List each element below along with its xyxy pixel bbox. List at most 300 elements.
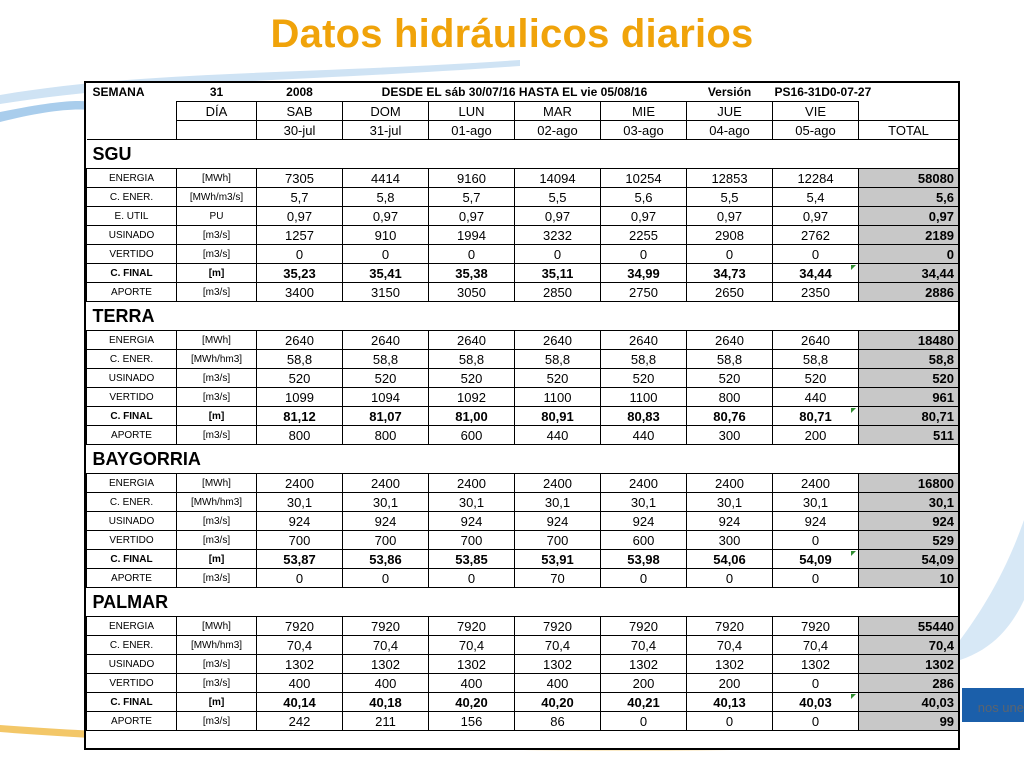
value-cell: 440 — [515, 426, 601, 445]
value-cell: 1099 — [257, 388, 343, 407]
row-label: USINADO — [87, 655, 177, 674]
total-cell: 520 — [859, 369, 959, 388]
value-cell: 34,73 — [687, 264, 773, 283]
table-row — [87, 245, 959, 264]
value-cell: 5,6 — [601, 188, 687, 207]
row-label: E. UTIL — [87, 207, 177, 226]
section-title: PALMAR — [87, 588, 959, 617]
row-unit: [m3/s] — [177, 245, 257, 264]
day-date: 31-jul — [343, 121, 429, 140]
value-cell: 2750 — [601, 283, 687, 302]
row-unit: [m3/s] — [177, 531, 257, 550]
row-unit: [MWh] — [177, 169, 257, 188]
value-cell: 30,1 — [687, 493, 773, 512]
value-cell: 53,98 — [601, 550, 687, 569]
blank-cell — [87, 102, 177, 121]
day-name: JUE — [687, 102, 773, 121]
value-cell: 1302 — [601, 655, 687, 674]
row-label: APORTE — [87, 426, 177, 445]
section-title: SGU — [87, 140, 959, 169]
value-cell: 0 — [601, 245, 687, 264]
value-cell: 0 — [773, 531, 859, 550]
row-unit: [m3/s] — [177, 226, 257, 245]
value-cell: 7920 — [601, 617, 687, 636]
value-cell: 70,4 — [515, 636, 601, 655]
row-label: VERTIDO — [87, 674, 177, 693]
row-label: APORTE — [87, 569, 177, 588]
value-cell: 81,07 — [343, 407, 429, 426]
value-cell: 70,4 — [687, 636, 773, 655]
row-unit: [MWh] — [177, 474, 257, 493]
value-cell: 0,97 — [687, 207, 773, 226]
value-cell: 0 — [343, 569, 429, 588]
value-cell: 4414 — [343, 169, 429, 188]
value-cell: 400 — [257, 674, 343, 693]
value-cell: 70,4 — [601, 636, 687, 655]
table-row — [87, 369, 959, 388]
row-label: ENERGIA — [87, 169, 177, 188]
value-cell: 200 — [687, 674, 773, 693]
row-label: C. FINAL — [87, 693, 177, 712]
row-unit: PU — [177, 207, 257, 226]
value-cell: 800 — [343, 426, 429, 445]
value-cell: 5,7 — [257, 188, 343, 207]
value-cell: 600 — [601, 531, 687, 550]
table-row — [87, 264, 959, 283]
value-cell: 80,83 — [601, 407, 687, 426]
value-cell: 70,4 — [773, 636, 859, 655]
value-cell: 1094 — [343, 388, 429, 407]
value-cell: 40,20 — [515, 693, 601, 712]
total-cell: 80,71 — [859, 407, 959, 426]
value-cell: 7920 — [773, 617, 859, 636]
value-cell: 9160 — [429, 169, 515, 188]
value-cell: 400 — [429, 674, 515, 693]
total-cell: 54,09 — [859, 550, 959, 569]
value-cell: 0 — [687, 245, 773, 264]
total-cell: 34,44 — [859, 264, 959, 283]
value-cell: 2650 — [687, 283, 773, 302]
value-cell: 30,1 — [773, 493, 859, 512]
value-cell: 0 — [773, 245, 859, 264]
value-cell: 0 — [773, 712, 859, 731]
value-cell: 520 — [687, 369, 773, 388]
value-cell: 1302 — [773, 655, 859, 674]
value-cell: 54,06 — [687, 550, 773, 569]
total-cell: 0,97 — [859, 207, 959, 226]
day-label: DÍA — [177, 102, 257, 121]
row-label: C. FINAL — [87, 550, 177, 569]
value-cell: 7920 — [257, 617, 343, 636]
total-cell: 961 — [859, 388, 959, 407]
row-unit: [m3/s] — [177, 426, 257, 445]
day-date: 05-ago — [773, 121, 859, 140]
value-cell: 0 — [773, 674, 859, 693]
value-cell: 0 — [343, 245, 429, 264]
day-name: LUN — [429, 102, 515, 121]
value-cell: 35,38 — [429, 264, 515, 283]
value-cell: 86 — [515, 712, 601, 731]
value-cell: 2640 — [687, 331, 773, 350]
table-row — [87, 283, 959, 302]
value-cell: 2640 — [601, 331, 687, 350]
value-cell: 7305 — [257, 169, 343, 188]
value-cell: 2400 — [343, 474, 429, 493]
value-cell: 700 — [429, 531, 515, 550]
value-cell: 520 — [515, 369, 601, 388]
value-cell: 34,99 — [601, 264, 687, 283]
day-name-row — [87, 102, 959, 121]
table-row — [87, 569, 959, 588]
value-cell: 2400 — [687, 474, 773, 493]
value-cell: 30,1 — [515, 493, 601, 512]
value-cell: 200 — [601, 674, 687, 693]
table-row — [87, 512, 959, 531]
value-cell: 30,1 — [429, 493, 515, 512]
value-cell: 800 — [687, 388, 773, 407]
value-cell: 7920 — [343, 617, 429, 636]
value-cell: 40,20 — [429, 693, 515, 712]
total-cell: 2886 — [859, 283, 959, 302]
value-cell: 30,1 — [343, 493, 429, 512]
value-cell: 2762 — [773, 226, 859, 245]
day-name: MAR — [515, 102, 601, 121]
version-code: PS16-31D0-07-27 — [774, 84, 872, 99]
row-unit: [MWh] — [177, 331, 257, 350]
value-cell: 1092 — [429, 388, 515, 407]
row-unit: [MWh] — [177, 617, 257, 636]
day-date: 30-jul — [257, 121, 343, 140]
background-swoosh — [960, 520, 1024, 660]
table-row — [87, 474, 959, 493]
value-cell: 12853 — [687, 169, 773, 188]
section-header-row — [87, 588, 959, 617]
blank-cell — [859, 102, 959, 121]
value-cell: 30,1 — [601, 493, 687, 512]
table-row — [87, 207, 959, 226]
value-cell: 700 — [257, 531, 343, 550]
row-unit: [m3/s] — [177, 674, 257, 693]
value-cell: 40,13 — [687, 693, 773, 712]
row-label: VERTIDO — [87, 245, 177, 264]
value-cell: 12284 — [773, 169, 859, 188]
value-cell: 58,8 — [773, 350, 859, 369]
value-cell: 58,8 — [429, 350, 515, 369]
value-cell: 0,97 — [773, 207, 859, 226]
table-row — [87, 426, 959, 445]
row-label: C. ENER. — [87, 636, 177, 655]
value-cell: 156 — [429, 712, 515, 731]
value-cell: 1994 — [429, 226, 515, 245]
day-date: 02-ago — [515, 121, 601, 140]
day-name: SAB — [257, 102, 343, 121]
value-cell: 58,8 — [601, 350, 687, 369]
day-date-row — [87, 121, 959, 140]
table-row — [87, 226, 959, 245]
row-unit: [m3/s] — [177, 512, 257, 531]
week-header-row — [87, 83, 959, 102]
value-cell: 5,5 — [687, 188, 773, 207]
table-row — [87, 169, 959, 188]
day-name: VIE — [773, 102, 859, 121]
value-cell: 5,8 — [343, 188, 429, 207]
value-cell: 0 — [515, 245, 601, 264]
value-cell: 3050 — [429, 283, 515, 302]
background-swoosh — [0, 101, 90, 122]
row-unit: [m3/s] — [177, 655, 257, 674]
total-cell: 58080 — [859, 169, 959, 188]
value-cell: 242 — [257, 712, 343, 731]
row-label: APORTE — [87, 712, 177, 731]
table-row — [87, 636, 959, 655]
table-row — [87, 693, 959, 712]
day-name: MIE — [601, 102, 687, 121]
value-cell: 0,97 — [257, 207, 343, 226]
value-cell: 34,44 — [773, 264, 859, 283]
value-cell: 2640 — [773, 331, 859, 350]
value-cell: 910 — [343, 226, 429, 245]
row-label: C. ENER. — [87, 188, 177, 207]
value-cell: 1100 — [515, 388, 601, 407]
value-cell: 53,85 — [429, 550, 515, 569]
value-cell: 924 — [257, 512, 343, 531]
value-cell: 0 — [429, 569, 515, 588]
row-unit: [m] — [177, 407, 257, 426]
value-cell: 3400 — [257, 283, 343, 302]
total-cell: 529 — [859, 531, 959, 550]
total-cell: 5,6 — [859, 188, 959, 207]
value-cell: 14094 — [515, 169, 601, 188]
total-cell: 55440 — [859, 617, 959, 636]
total-cell: 1302 — [859, 655, 959, 674]
version-label: Versión — [707, 84, 752, 99]
total-cell: 924 — [859, 512, 959, 531]
section-title: BAYGORRIA — [87, 445, 959, 474]
logo-slogan: nos une — [977, 700, 1024, 715]
row-label: APORTE — [87, 283, 177, 302]
table-row — [87, 550, 959, 569]
row-unit: [m3/s] — [177, 369, 257, 388]
value-cell: 2400 — [601, 474, 687, 493]
value-cell: 7920 — [687, 617, 773, 636]
value-cell: 0,97 — [515, 207, 601, 226]
value-cell: 520 — [257, 369, 343, 388]
value-cell: 30,1 — [257, 493, 343, 512]
value-cell: 0 — [773, 569, 859, 588]
value-cell: 400 — [343, 674, 429, 693]
row-unit: [m] — [177, 693, 257, 712]
value-cell: 53,86 — [343, 550, 429, 569]
value-cell: 200 — [773, 426, 859, 445]
value-cell: 2255 — [601, 226, 687, 245]
value-cell: 1302 — [515, 655, 601, 674]
row-label: ENERGIA — [87, 331, 177, 350]
total-cell: 10 — [859, 569, 959, 588]
table-row — [87, 617, 959, 636]
row-unit: [m] — [177, 264, 257, 283]
table-row — [87, 350, 959, 369]
hydraulic-data-sheet — [84, 81, 960, 750]
row-label: USINADO — [87, 226, 177, 245]
row-unit: [MWh/hm3] — [177, 636, 257, 655]
row-label: VERTIDO — [87, 531, 177, 550]
value-cell: 1257 — [257, 226, 343, 245]
total-cell: 99 — [859, 712, 959, 731]
value-cell: 35,23 — [257, 264, 343, 283]
day-date: 03-ago — [601, 121, 687, 140]
value-cell: 2400 — [515, 474, 601, 493]
value-cell: 58,8 — [687, 350, 773, 369]
total-cell: 40,03 — [859, 693, 959, 712]
day-date: 04-ago — [687, 121, 773, 140]
row-label: C. FINAL — [87, 407, 177, 426]
row-unit: [MWh/m3/s] — [177, 188, 257, 207]
value-cell: 2400 — [429, 474, 515, 493]
value-cell: 40,21 — [601, 693, 687, 712]
value-cell: 40,03 — [773, 693, 859, 712]
value-cell: 1302 — [429, 655, 515, 674]
page-title: Datos hidráulicos diarios — [270, 12, 754, 56]
row-label: C. FINAL — [87, 264, 177, 283]
value-cell: 3232 — [515, 226, 601, 245]
row-unit: [m] — [177, 550, 257, 569]
total-header: TOTAL — [859, 121, 959, 140]
row-label: ENERGIA — [87, 474, 177, 493]
value-cell: 53,91 — [515, 550, 601, 569]
row-unit: [MWh/hm3] — [177, 493, 257, 512]
hydraulic-data-table — [86, 83, 959, 731]
value-cell: 0 — [257, 245, 343, 264]
total-cell: 18480 — [859, 331, 959, 350]
value-cell: 3150 — [343, 283, 429, 302]
total-cell: 2189 — [859, 226, 959, 245]
total-cell: 58,8 — [859, 350, 959, 369]
value-cell: 400 — [515, 674, 601, 693]
total-cell: 30,1 — [859, 493, 959, 512]
value-cell: 2640 — [257, 331, 343, 350]
table-row — [87, 493, 959, 512]
value-cell: 70,4 — [257, 636, 343, 655]
row-label: C. ENER. — [87, 493, 177, 512]
row-unit: [m3/s] — [177, 283, 257, 302]
value-cell: 520 — [773, 369, 859, 388]
value-cell: 440 — [601, 426, 687, 445]
week-number: 31 — [209, 84, 224, 99]
date-range: DESDE EL sáb 30/07/16 HASTA EL vie 05/08/16 — [381, 84, 648, 99]
value-cell: 7920 — [429, 617, 515, 636]
value-cell: 700 — [515, 531, 601, 550]
value-cell: 0 — [601, 712, 687, 731]
year: 2008 — [286, 84, 313, 99]
value-cell: 2908 — [687, 226, 773, 245]
table-row — [87, 388, 959, 407]
value-cell: 53,87 — [257, 550, 343, 569]
total-cell: 511 — [859, 426, 959, 445]
value-cell: 80,71 — [773, 407, 859, 426]
row-unit: [m3/s] — [177, 712, 257, 731]
value-cell: 40,18 — [343, 693, 429, 712]
value-cell: 70,4 — [429, 636, 515, 655]
table-row — [87, 331, 959, 350]
value-cell: 924 — [343, 512, 429, 531]
value-cell: 70 — [515, 569, 601, 588]
table-row — [87, 674, 959, 693]
value-cell: 300 — [687, 531, 773, 550]
value-cell: 0,97 — [343, 207, 429, 226]
value-cell: 2400 — [773, 474, 859, 493]
value-cell: 2350 — [773, 283, 859, 302]
blank-cell — [87, 121, 177, 140]
row-unit: [m3/s] — [177, 388, 257, 407]
row-label: USINADO — [87, 512, 177, 531]
row-unit: [m3/s] — [177, 569, 257, 588]
value-cell: 520 — [429, 369, 515, 388]
value-cell: 81,00 — [429, 407, 515, 426]
value-cell: 35,41 — [343, 264, 429, 283]
value-cell: 58,8 — [257, 350, 343, 369]
value-cell: 0 — [687, 569, 773, 588]
value-cell: 800 — [257, 426, 343, 445]
section-title: TERRA — [87, 302, 959, 331]
blank-cell — [177, 121, 257, 140]
value-cell: 5,4 — [773, 188, 859, 207]
value-cell: 70,4 — [343, 636, 429, 655]
value-cell: 2640 — [429, 331, 515, 350]
value-cell: 600 — [429, 426, 515, 445]
value-cell: 2640 — [343, 331, 429, 350]
total-cell: 70,4 — [859, 636, 959, 655]
value-cell: 0 — [429, 245, 515, 264]
row-label: C. ENER. — [87, 350, 177, 369]
value-cell: 58,8 — [515, 350, 601, 369]
value-cell: 924 — [429, 512, 515, 531]
value-cell: 0 — [601, 569, 687, 588]
day-name: DOM — [343, 102, 429, 121]
value-cell: 1302 — [343, 655, 429, 674]
value-cell: 35,11 — [515, 264, 601, 283]
table-row — [87, 407, 959, 426]
value-cell: 7920 — [515, 617, 601, 636]
value-cell: 1100 — [601, 388, 687, 407]
value-cell: 0 — [257, 569, 343, 588]
table-row — [87, 531, 959, 550]
value-cell: 81,12 — [257, 407, 343, 426]
row-label: VERTIDO — [87, 388, 177, 407]
table-row — [87, 188, 959, 207]
row-label: ENERGIA — [87, 617, 177, 636]
total-cell: 286 — [859, 674, 959, 693]
value-cell: 924 — [773, 512, 859, 531]
value-cell: 0,97 — [601, 207, 687, 226]
total-cell: 0 — [859, 245, 959, 264]
value-cell: 80,76 — [687, 407, 773, 426]
value-cell: 0,97 — [429, 207, 515, 226]
value-cell: 2850 — [515, 283, 601, 302]
value-cell: 520 — [343, 369, 429, 388]
value-cell: 700 — [343, 531, 429, 550]
table-row — [87, 655, 959, 674]
value-cell: 40,14 — [257, 693, 343, 712]
value-cell: 54,09 — [773, 550, 859, 569]
value-cell: 924 — [515, 512, 601, 531]
value-cell: 300 — [687, 426, 773, 445]
row-label: USINADO — [87, 369, 177, 388]
section-header-row — [87, 302, 959, 331]
day-date: 01-ago — [429, 121, 515, 140]
week-label: SEMANA — [92, 84, 145, 99]
total-cell: 16800 — [859, 474, 959, 493]
value-cell: 5,5 — [515, 188, 601, 207]
